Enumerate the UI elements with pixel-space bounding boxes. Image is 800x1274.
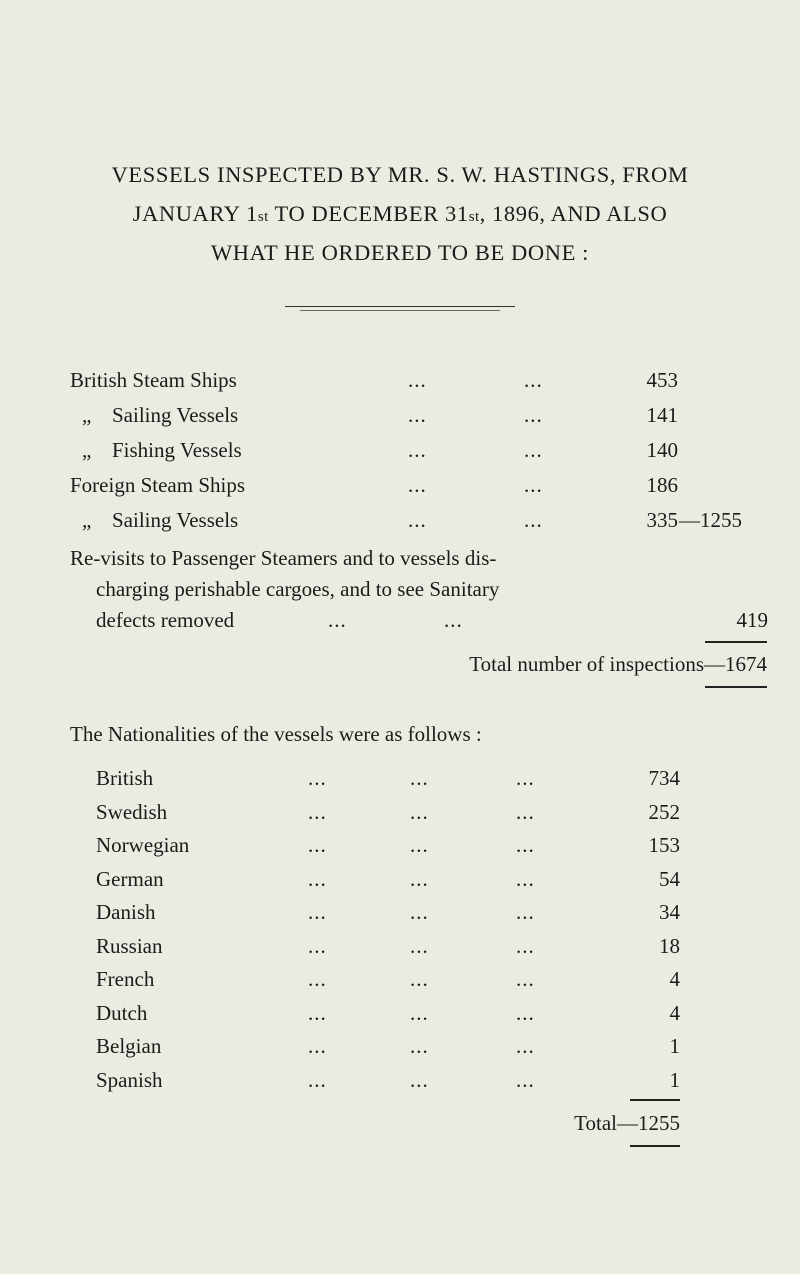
leader-dots: ... [516,934,535,958]
leader-dots: ... [308,766,327,790]
nationality-value: 54 [659,867,680,891]
sum-rule-2 [705,686,767,688]
nationality-label: German [96,867,164,891]
inspection-label: Foreign Steam Ships [70,473,246,497]
leader-dots: ... [308,800,327,824]
nationality-value: 18 [659,934,680,958]
nationality-label: Swedish [96,800,168,824]
revisits-line-2: charging perishable cargoes, and to see Sanitary [96,577,500,601]
heading-line-2-sup-2: st [468,209,480,225]
inspection-value: 453 [646,368,678,392]
nationality-label: Danish [96,900,156,924]
leader-dots: ... [524,508,543,532]
nationality-label: Spanish [96,1068,163,1092]
leader-dots: ... [308,833,327,857]
leader-dots: ... [410,1068,429,1092]
revisits-value: 419 [736,608,768,632]
leader-dots: ... [410,934,429,958]
inspection-value: 186 [646,473,678,497]
leader-dots: ... [524,438,543,462]
nationality-row [96,900,696,930]
heading-line-3: WHAT HE ORDERED TO BE DONE : [210,240,590,265]
leader-dots: ... [516,1068,535,1092]
inspections-total-value: —1674 [704,652,767,676]
nationality-label: Dutch [96,1001,148,1025]
leader-dots: ... [308,934,327,958]
inspection-value: 335 [646,508,678,532]
nationality-label: British [96,766,154,790]
sum-rule-1 [705,641,767,643]
revisits-line-1: Re-visits to Passenger Steamers and to vessels dis- [70,546,497,570]
inspection-row [70,508,770,538]
leader-dots: ... [516,1034,535,1058]
nationality-label: Russian [96,934,163,958]
nationality-row [96,800,696,830]
nationality-value: 4 [669,967,680,991]
sum-rule-3 [630,1099,680,1101]
leader-dots: ... [524,368,543,392]
leader-dots: ... [516,867,535,891]
heading-line-2-sup-1: st [257,209,269,225]
inspection-label: Sailing Vessels [112,403,239,427]
nationality-row [96,1068,696,1098]
decorative-rule-lower [300,310,500,311]
leader-dots: ... [516,900,535,924]
inspection-row [70,438,770,468]
inspections-total-label: Total number of inspections [469,652,704,676]
heading-line-2-suffix: , 1896, AND ALSO [479,201,668,226]
nationalities-total-row [0,1111,690,1141]
nationality-label: Belgian [96,1034,162,1058]
leader-dots: ... [516,967,535,991]
leader-dots: ... [410,766,429,790]
nationality-value: 734 [648,766,680,790]
nationality-row [96,1034,696,1064]
inspection-value: 140 [646,438,678,462]
nationality-row [96,833,696,863]
revisits-line-3: defects removed ... ... 419 [96,608,768,632]
leader-dots: ... [408,508,427,532]
leader-dots: ... [410,800,429,824]
heading-line-1: VESSELS INSPECTED BY MR. S. W. HASTINGS, FROM [111,162,689,187]
leader-dots: ... [516,766,535,790]
leader-dots: ... [516,1001,535,1025]
nationality-value: 252 [648,800,680,824]
inspection-label: Fishing Vessels [112,438,242,462]
ditto-mark: „ [82,508,92,532]
leader-dots: ... [410,833,429,857]
heading-line-2 [0,201,800,227]
nationality-row [96,934,696,964]
nationalities-intro: The Nationalities of the vessels were as follows : [70,722,482,746]
nationality-row [96,1001,696,1031]
inspection-row [70,473,770,503]
leader-dots: ... [524,473,543,497]
inspection-label: British Steam Ships [70,368,237,392]
leader-dots: ... [308,900,327,924]
leader-dots: ... [408,368,427,392]
leader-dots: ... [410,967,429,991]
nationalities-total-value: —1255 [617,1111,680,1135]
nationality-value: 34 [659,900,680,924]
leader-dots: ... [516,833,535,857]
nationality-label: Norwegian [96,833,190,857]
nationalities-total-label: Total [574,1111,617,1135]
inspections-total-row [0,652,770,682]
leader-dots: ... [308,867,327,891]
nationality-row [96,867,696,897]
leader-dots: ... [408,438,427,462]
sum-rule-4 [630,1145,680,1147]
leader-dots: ... [410,867,429,891]
leader-dots: ... [410,900,429,924]
nationality-value: 1 [669,1068,680,1092]
leader-dots: ... [516,800,535,824]
leader-dots: ... [308,1001,327,1025]
inspection-row [70,368,770,398]
nationality-value: 4 [669,1001,680,1025]
leader-dots: ... [410,1034,429,1058]
decorative-rule [285,306,515,307]
ditto-mark: „ [82,403,92,427]
nationality-row [96,967,696,997]
inspection-label: Sailing Vessels [112,508,239,532]
leader-dots: ... [524,403,543,427]
leader-dots: ... [410,1001,429,1025]
heading-line-2-prefix: JANUARY 1 [132,201,258,226]
nationality-row [96,766,696,796]
inspection-row [70,403,770,433]
leader-dots: ... [408,403,427,427]
leader-dots: ... [408,473,427,497]
inspection-subtotal: —1255 [679,508,742,532]
inspection-value: 141 [646,403,678,427]
nationality-value: 1 [669,1034,680,1058]
nationality-value: 153 [648,833,680,857]
leader-dots: ... [308,1034,327,1058]
ditto-mark: „ [82,438,92,462]
nationality-label: French [96,967,155,991]
leader-dots: ... [308,1068,327,1092]
heading-line-2-mid: TO DECEMBER 31 [268,201,469,226]
leader-dots: ... [308,967,327,991]
